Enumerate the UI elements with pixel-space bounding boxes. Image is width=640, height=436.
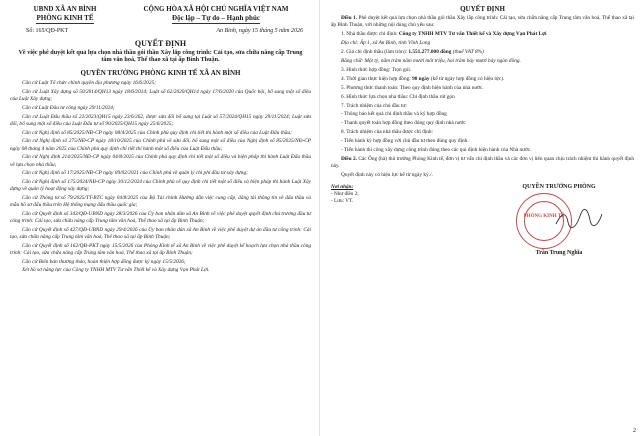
price-in-words: Bằng chữ: Một tỷ, năm trăm năm mươi mốt triệu, hai trăm bảy mươi bảy ngàn đồng. [341, 58, 521, 65]
basis-item: Căn cứ Nghị định số 275/NĐ-CP ngày 18/10/2025 của Chính phủ về sửa đổi, bổ sung một số điều của Nghị định số 85/2025/NĐ-CP ngày 08 tháng 4 năm 2025 của Chính phủ quy định chi tiết thi hành một số điều của Luật Đấu thầu; [10, 138, 311, 152]
contractor-duty-item: - Tiến hành thi công xây dựng công trình đúng theo các qui định hiện hành của Nhà nước. [341, 147, 532, 154]
vat-note: (thuế VAT 8%) [452, 49, 484, 56]
document-page-2 [321, 0, 640, 436]
recipient-item: - Như điều 2; [331, 190, 359, 197]
basis-consideration: Xét hồ sơ năng lực của Công ty TNHH MTV Tư vấn Thiết kế và Xây dựng Vạn Phát Lợi. [22, 267, 210, 274]
signer [484, 183, 634, 256]
basis-item: Căn cứ Biên bản thương thảo, hoàn thiện hợp đồng được ký ngày 15/5/2026; [22, 258, 186, 265]
duration-days: 90 ngày [412, 75, 430, 82]
agency-line-2: PHÒNG KINH TẾ [36, 13, 94, 22]
article-1-label: Điều 1. [341, 15, 358, 21]
document-number: Số: 165/QĐ-PKT [26, 27, 69, 34]
signer-title: QUYỀN TRƯỞNG PHÒNG [522, 183, 596, 190]
article-1 [331, 15, 634, 30]
recipients [331, 184, 426, 205]
basis-item: Căn cứ Quyết định số 427/QĐ-UBND ngày 29/4/2026 của Ủy ban nhân dân xã An Bình về việc phê duyệt dự án đầu tư công trình: Cải tạo, sửa chữa nâng cấp Trung tâm văn hoá, Thể thao xã tại ấp Bình Thuận; [10, 226, 311, 241]
document-subject: Về việc phê duyệt kết quả lựa chọn nhà thầu gói thầu Xây lắp công trình: Cải tạo, sửa chữa nâng cấp Trung tâm văn hoá, Thể thao xã tại ấp Bình Thuận. [18, 48, 303, 63]
investor-duty-item: - Thông báo kết quả chỉ định thầu và ký hợp đồng [341, 111, 447, 118]
basis-item: Căn cứ Nghị định 214/2025/NĐ-CP ngày 04/8/2025 của Chính phủ quy định chi tiết một số điều và biện pháp thi hành Luật Đấu thầu về lựa chọn nhà thầu; [10, 154, 311, 168]
signature-icon [554, 208, 604, 230]
national-motto: Độc lập – Tự do – Hạnh phúc [172, 13, 260, 22]
basis-item: Căn cứ Luật Xây dựng số 50/2014/QH13 ngày 18/6/2014; Luật số 62/2020/QH14 ngày 17/6/2020 của Quốc hội, bổ sung một số điều của Luật Xây dựng; [10, 88, 311, 103]
agency-line-1: UBND XÃ AN BÌNH [33, 5, 97, 13]
document-date: An Bình, ngày 15 tháng 5 năm 2026 [216, 27, 303, 34]
basis-item: Căn cứ Luật Đấu thầu số 22/2023/QH15 ngày 23/6/262, được sửa đổi bổ sung tại Luật số 57/2024/QH15 ngày 29/11/2024; Luật sửa đổi, bổ sung một số điều của Luật Đấu tư số 90/2025/QH15 ngày 25/6/2025; [10, 113, 311, 127]
contractor-line: 1. Nhà thầu được chỉ định: Công ty TNHH MTV Tư vấn Thiết kế và Xây dựng Vạn Phát Lợi [341, 31, 547, 38]
article-2 [331, 156, 634, 171]
decision-content [331, 15, 634, 180]
basis-item: Căn cứ Quyết định số 343/QĐ-UBND ngày 28/3/2026 của Ủy ban nhân dân xã An Bình về việc phê duyệt quyết định chủ trương đầu tư công trình: Cải tạo, sửa chữa nâng cấp Trung tâm văn hoá, Thể thao xã tại ấp Bình Thuận; [10, 210, 311, 225]
contractor-address: Ấp 1, xã An Bình, tỉnh Vĩnh Long [359, 40, 431, 47]
investor-duties: 7. Trách nhiệm của chủ đầu tư: [341, 102, 407, 109]
selection-method: 6. Hình thức lựa chọn nhà thầu: Chỉ định thầu rút gọn [341, 93, 455, 100]
national-heading [121, 5, 311, 24]
issuing-agency [10, 5, 120, 24]
investor-duty-item: - Thanh quyết toán hợp đồng theo đúng quy định nhà nước [341, 120, 466, 127]
price-line: 2. Giá chỉ định thầu (làm tròn): 1.551.277.000 đồng (thuế VAT 8%) [341, 49, 484, 56]
payment-method: 5. Phương thức thanh toán: Theo quy định hiện hành của nhà nước. [341, 84, 484, 91]
basis-item: Căn cứ Quyết định số 162/QĐ-PKT ngày 15/5/2026 của Phòng Kinh tế xã An Bình về việc phê duyệt kế hoạch lựa chọn nhà thầu công trình: Cải tạo, sửa chữa nâng cấp Trung tâm văn hoá, Thể thao xã tại ấp Bình Thuận; [10, 242, 311, 257]
effective-clause: Quyết định này có hiệu lực kể từ ngày ký./. [341, 172, 433, 179]
basis-item: Căn cứ Luật Tổ chức chính quyền địa phương ngày 16/6/2025; [22, 80, 156, 87]
article-1-text: Phê duyệt kết quả lựa chọn nhà thầu gói thầu Xây lắp công trình: Cải tạo, sửa chữa nâng cấp Trung tâm văn hoá, Thể thao xã tại ấp Bình Thuận, với những nội dung chủ yếu sau: [331, 15, 634, 29]
nation-name: CỘNG HÒA XÃ HỘI CHỦ NGHĨA VIỆT NAM [143, 5, 289, 13]
contract-duration: 4. Thời gian thực hiện hợp đồng: 90 ngày (kể từ ngày hợp đồng có hiệu lực). [341, 75, 505, 82]
recipients-label: Nơi nhận: [331, 183, 354, 190]
contract-type: 3. Hình thức hợp đồng: Trọn gói. [341, 66, 412, 73]
page-number: 2 [633, 428, 636, 434]
contractor-duty-item: - Tiến hành ký hợp đồng với chủ đầu tư theo đúng quy định. [341, 138, 469, 145]
contractor-name: Công ty TNHH MTV Tư vấn Thiết kế và Xây dựng Vạn Phát Lợi [398, 31, 547, 38]
basis-item: Căn cứ Nghị định số 17/2025/NĐ-CP ngày 09/02/2021 của Chính phủ về quản lý chi phí đầu tư xây dựng; [22, 170, 248, 177]
recipient-item: - Lưu: VT. [331, 197, 354, 204]
article-2-label: Điều 2. [341, 156, 357, 162]
basis-item: Căn cứ Nghị định số 85/2025/NĐ-CP ngày 08/4/2025 của Chính phủ quy định chi tiết thi hành một số điều của Luật Đấu thầu; [22, 129, 292, 136]
document-title: QUYẾT ĐỊNH [134, 38, 187, 48]
signer-name: Trần Trung Nghĩa [535, 249, 583, 256]
decision-heading: QUYẾT ĐỊNH [460, 5, 505, 13]
basis-item: Căn cứ Luật Đầu tư công ngày 29/11/2024; [22, 104, 115, 111]
issuing-authority: QUYỀN TRƯỞNG PHÒNG KINH TẾ XÃ AN BÌNH [80, 69, 241, 78]
basis-item: Căn cứ Nghị định số 175/2024/NĐ-CP ngày 30/12/2024 của Chính phủ về quy định chi tiết một số điều và biện pháp thi hành Luật Xây dựng về quản lý hoạt động xây dựng; [10, 178, 311, 193]
article-2-text: Các Ông (bà) thủ trưởng Phòng Kinh tế, đơn vị tư vấn chỉ định thầu và các đơn vị liên quan chịu trách nhiệm thi hành quyết định này. [331, 156, 634, 170]
signature-block [331, 183, 634, 256]
legal-basis [10, 80, 311, 274]
seal-text: PHÒNG KINH TẾ [523, 213, 565, 219]
address-line: Địa chỉ: Ấp 1, xã An Bình, tỉnh Vĩnh Long [341, 40, 431, 47]
basis-item: Căn cứ Thông tư số 79/2025/TT-BTC ngày 04/8/2025 của Bộ Tài chính Hướng dẫn việc cung cấp, đăng tải thông tin về đấu thầu và mẫu hồ sơ đấu thầu trên Hệ thống mạng đấu thầu quốc gia; [10, 194, 311, 209]
contractor-duties: 8. Trách nhiệm của nhà thầu được chỉ định: [341, 129, 434, 136]
contract-price: 1.551.277.000 đồng [408, 49, 452, 56]
document-header [10, 5, 311, 24]
